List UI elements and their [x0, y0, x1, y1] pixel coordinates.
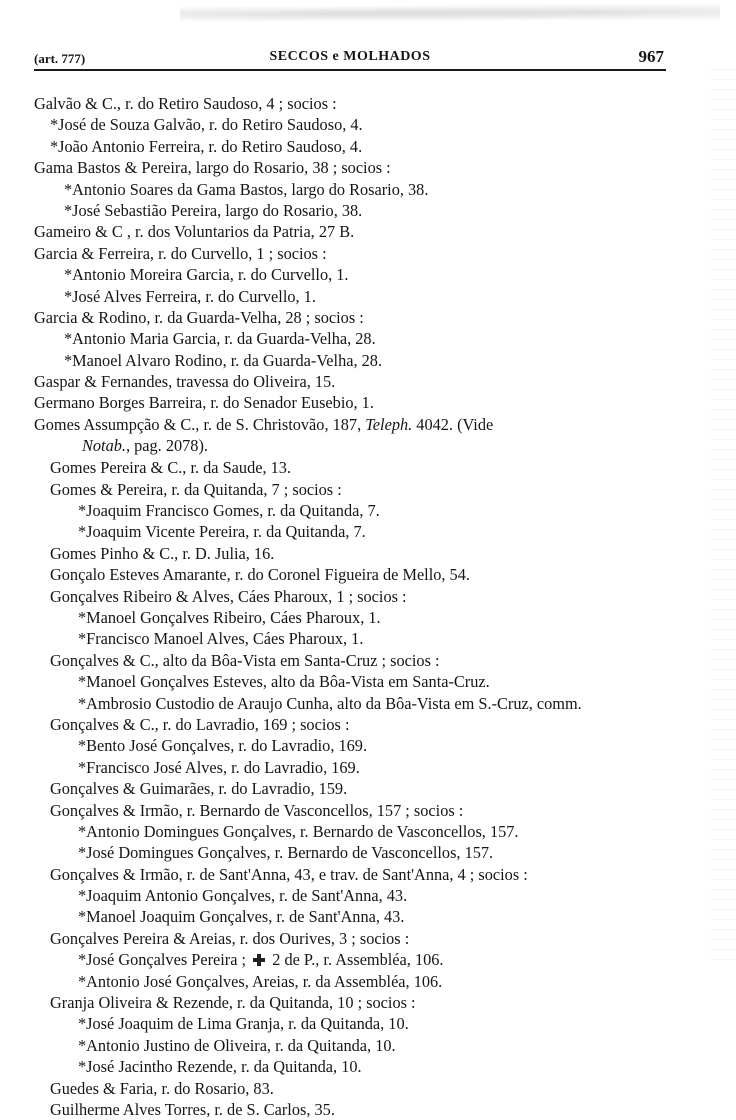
entry-text: Guedes & Faria, r. do Rosario, 83. — [50, 1078, 274, 1098]
entry-text: *Francisco Manoel Alves, Cáes Pharoux, 1. — [78, 629, 364, 649]
partner-entry — [0, 328, 736, 349]
entry-text: *Antonio Moreira Garcia, r. do Curvello, 1. — [64, 265, 349, 285]
partner-entry — [0, 200, 736, 221]
entry-text: *Antonio Maria Garcia, r. da Guarda-Velha, 28. — [64, 329, 376, 349]
partner-entry — [0, 971, 736, 992]
entry-text: Granja Oliveira & Rezende, r. da Quitanda, 10 ; socios : — [50, 993, 416, 1013]
entry-text: *Ambrosio Custodio de Araujo Cunha, alto da Bôa-Vista em S.-Cruz, comm. — [78, 693, 582, 713]
entry-text: Gameiro & C , r. dos Voluntarios da Patria, 27 B. — [34, 222, 355, 242]
partner-entry — [0, 607, 736, 628]
entry-list — [0, 93, 736, 1120]
entry-text: *José Alves Ferreira, r. do Curvello, 1. — [64, 286, 316, 306]
entry-text: Gomes & Pereira, r. da Quitanda, 7 ; socios : — [50, 479, 342, 499]
firm-entry — [0, 564, 736, 585]
entry-text: *Antonio José Gonçalves, Areias, r. da Assembléa, 106. — [78, 971, 443, 991]
firm-entry — [0, 586, 736, 607]
firm-entry — [0, 307, 736, 328]
partner-entry — [0, 136, 736, 157]
firm-entry — [0, 800, 736, 821]
partner-entry — [0, 906, 736, 927]
partner-entry — [0, 735, 736, 756]
firm-entry — [0, 543, 736, 564]
firm-entry — [0, 650, 736, 671]
article-reference: (art. 777) — [34, 51, 86, 66]
entry-text: *Bento José Gonçalves, r. do Lavradio, 169. — [78, 736, 368, 756]
firm-entry — [0, 479, 736, 500]
entry-continuation — [0, 435, 736, 457]
entry-text: Gonçalves & Guimarães, r. do Lavradio, 159. — [50, 779, 348, 799]
entry-text-tail: 4042. (Vide — [412, 414, 494, 434]
entry-text: *Antonio Domingues Gonçalves, r. Bernardo de Vasconcellos, 157. — [78, 821, 519, 841]
entry-text: Gonçalves & C., alto da Bôa-Vista em Santa-Cruz ; socios : — [50, 650, 440, 670]
page-header — [34, 45, 666, 71]
entry-text: *Manoel Joaquim Gonçalves, r. de Sant'Anna, 43. — [78, 907, 405, 927]
entry-text: *Manoel Gonçalves Esteves, alto da Bôa-Vista em Santa-Cruz. — [78, 672, 490, 692]
entry-text: *Antonio Soares da Gama Bastos, largo do Rosario, 38. — [64, 179, 429, 199]
entry-text: *Antonio Justino de Oliveira, r. da Quitanda, 10. — [78, 1035, 396, 1055]
partner-entry — [0, 885, 736, 906]
entry-text: Gomes Pinho & C., r. D. Julia, 16. — [50, 543, 275, 563]
firm-entry — [0, 221, 736, 242]
entry-text: Galvão & C., r. do Retiro Saudoso, 4 ; socios : — [34, 94, 337, 113]
entry-text: Gaspar & Fernandes, travessa do Oliveira, 15. — [34, 372, 336, 392]
firm-entry — [0, 243, 736, 264]
entry-text: Gomes Pereira & C., r. da Saude, 13. — [50, 458, 292, 478]
entry-text: *José Domingues Gonçalves, r. Bernardo de Vasconcellos, 157. — [78, 843, 494, 863]
entry-text: *José Joaquim de Lima Granja, r. da Quitanda, 10. — [78, 1014, 409, 1034]
partner-entry — [0, 821, 736, 842]
firm-entry — [0, 457, 736, 478]
partner-entry — [0, 1035, 736, 1056]
partner-entry — [0, 114, 736, 135]
entry-text: *José Jacintho Rezende, r. da Quitanda, 10. — [78, 1057, 362, 1077]
entry-text: *José Gonçalves Pereira ; — [78, 950, 247, 970]
section-title: SECCOS e MOLHADOS — [269, 49, 431, 64]
print-smudge — [180, 4, 720, 24]
firm-entry — [0, 1078, 736, 1099]
partner-entry — [0, 842, 736, 863]
partner-entry — [0, 264, 736, 285]
entry-text-tail: , pag. 2078). — [125, 436, 208, 456]
page-number: 967 — [638, 47, 664, 66]
partner-entry — [0, 1013, 736, 1034]
partner-entry — [0, 757, 736, 778]
firm-entry — [0, 928, 736, 949]
partner-entry — [0, 693, 736, 714]
entry-text: Gonçalo Esteves Amarante, r. do Coronel Figueira de Mello, 54. — [50, 565, 470, 585]
entry-text: Gama Bastos & Pereira, largo do Rosario, 38 ; socios : — [34, 158, 391, 178]
entry-text: *Joaquim Vicente Pereira, r. da Quitanda, 7. — [78, 522, 366, 542]
entry-text: *Francisco José Alves, r. do Lavradio, 169. — [78, 757, 360, 777]
firm-entry — [0, 778, 736, 799]
firm-entry — [0, 714, 736, 735]
firm-entry — [0, 414, 736, 435]
entry-text: Gonçalves & C., r. do Lavradio, 169 ; socios : — [50, 714, 350, 734]
entry-text: *Joaquim Francisco Gomes, r. da Quitanda, 7. — [78, 501, 380, 521]
italic-reference: Teleph. — [365, 414, 413, 434]
entry-text: Gomes Assumpção & C., r. de S. Christovão, 187, — [34, 414, 366, 434]
firm-entry — [0, 992, 736, 1013]
partner-entry — [0, 350, 736, 371]
entry-text: Gonçalves & Irmão, r. de Sant'Anna, 43, e trav. de Sant'Anna, 4 ; socios : — [50, 864, 528, 884]
entry-text: *José Sebastião Pereira, largo do Rosario, 38. — [64, 200, 363, 220]
entry-text-tail: 2 de P., r. Assembléa, 106. — [272, 950, 444, 970]
entry-text: *Manoel Gonçalves Ribeiro, Cáes Pharoux, 1. — [78, 607, 381, 627]
entry-text: Garcia & Rodino, r. da Guarda-Velha, 28 ; socios : — [34, 307, 364, 327]
firm-entry — [0, 1099, 736, 1120]
partner-entry — [0, 179, 736, 200]
entry-text: *João Antonio Ferreira, r. do Retiro Saudoso, 4. — [50, 136, 363, 156]
entry-text: Garcia & Ferreira, r. do Curvello, 1 ; socios : — [34, 243, 327, 263]
partner-entry — [0, 671, 736, 692]
order-cross-icon — [252, 953, 266, 967]
partner-entry — [0, 521, 736, 542]
entry-text: Germano Borges Barreira, r. do Senador Eusebio, 1. — [34, 393, 374, 413]
entry-text: Gonçalves Pereira & Areias, r. dos Ourives, 3 ; socios : — [50, 928, 410, 948]
firm-entry — [0, 864, 736, 885]
partner-entry — [0, 1056, 736, 1077]
entry-text: Guilherme Alves Torres, r. de S. Carlos, 35. — [50, 1099, 335, 1119]
italic-reference: Notab. — [82, 436, 126, 456]
partner-entry — [0, 628, 736, 649]
entry-text: *Manoel Alvaro Rodino, r. da Guarda-Velha, 28. — [64, 350, 383, 370]
partner-entry — [0, 286, 736, 307]
partner-entry — [0, 949, 736, 970]
entry-text: *José de Souza Galvão, r. do Retiro Saudoso, 4. — [50, 115, 363, 135]
entry-text: *Joaquim Antonio Gonçalves, r. de Sant'Anna, 43. — [78, 886, 408, 906]
entry-text: Gonçalves Ribeiro & Alves, Cáes Pharoux, 1 ; socios : — [50, 586, 407, 606]
firm-entry — [0, 392, 736, 413]
entry-text: Gonçalves & Irmão, r. Bernardo de Vasconcellos, 157 ; socios : — [50, 800, 464, 820]
firm-entry — [0, 157, 736, 178]
firm-entry — [0, 93, 736, 114]
partner-entry — [0, 500, 736, 521]
firm-entry — [0, 371, 736, 392]
